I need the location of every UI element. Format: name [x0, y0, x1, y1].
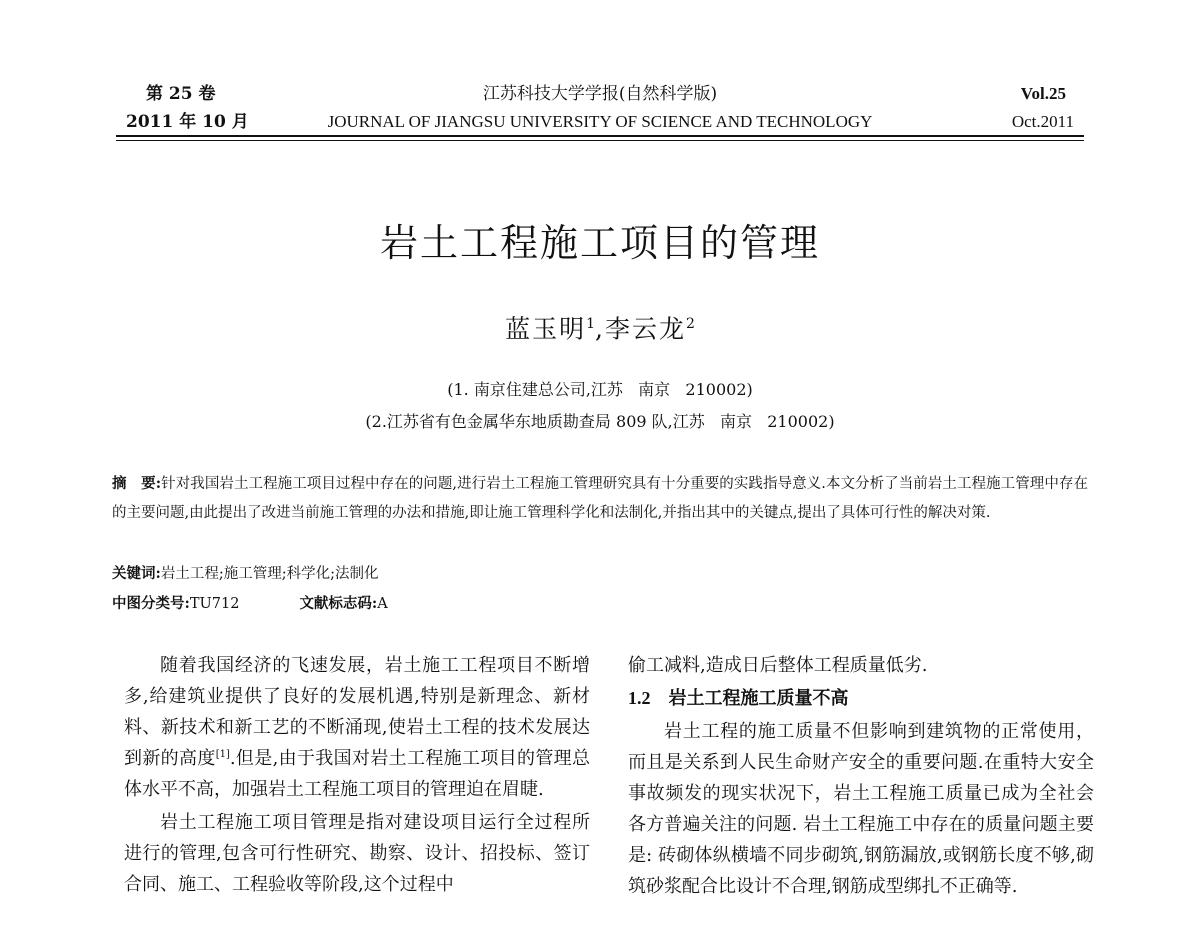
- body-paragraph: [124, 650, 590, 805]
- body-paragraph: 岩土工程施工项目管理是指对建设项目运行全过程所进行的管理,包含可行性研究、勘察、设计、招投标、签订合同、施工、工程验收等阶段,这个过程中: [124, 812, 590, 895]
- keywords-text: 岩土工程;施工管理;科学化;法制化: [160, 566, 379, 582]
- abstract-label: 摘 要:: [112, 475, 162, 492]
- affiliation-1: (1. 南京住建总公司,江苏 南京 210002): [447, 380, 753, 399]
- volume-cn: 第 25 卷: [146, 84, 216, 104]
- date-en: Oct.2011: [1011, 112, 1074, 131]
- author-line: [0, 307, 1200, 346]
- date-cn: 2011 年 10 月: [126, 112, 249, 132]
- author-separator: ,: [595, 314, 605, 344]
- body-paragraph: 偷工减料,造成日后整体工程质量低劣.: [628, 655, 928, 676]
- doc-code-value: A: [377, 596, 388, 612]
- clc-value: TU712: [189, 596, 240, 612]
- author-2-affil-mark: 2: [685, 316, 695, 332]
- volume-en: Vol.25: [1020, 84, 1066, 103]
- header-rule-thick: [116, 135, 1084, 137]
- abstract: [112, 469, 1088, 528]
- section-heading: [628, 683, 1094, 714]
- author-2: 李云龙: [604, 314, 686, 344]
- affiliation-2: (2.江苏省有色金属华东地质勘查局 809 队,江苏 南京 210002): [365, 412, 835, 431]
- body-paragraph: 岩土工程的施工质量不但影响到建筑物的正常使用，而且是关系到人民生命财产安全的重要问题.在重特大安全事故频发的现实状况下，岩土工程施工质量已成为全社会各方普遍关注的问题. 岩土工程施工中存在的质量问题主要是: 砖砌体纵横墙不同步砌筑,钢筋漏放,或钢筋长度不够,砌筑砂浆配合比设计不合理,钢筋成型绑扎不正确等.: [628, 721, 1094, 897]
- body-column-left: [124, 650, 590, 902]
- doc-code-label: 文献标志码:: [299, 595, 378, 612]
- section-title: 岩土工程施工质量不高: [668, 688, 849, 709]
- clc-label: 中图分类号:: [112, 595, 190, 612]
- keywords: [112, 562, 1088, 586]
- header-rule-thin: [116, 140, 1084, 141]
- article-title: 岩土工程施工项目的管理: [379, 221, 820, 265]
- body-column-right: [628, 650, 1094, 904]
- author-1-affil-mark: 1: [586, 316, 596, 332]
- keywords-label: 关键词:: [112, 565, 161, 582]
- section-number: 1.2: [628, 688, 651, 708]
- citation-ref: [1]: [215, 749, 230, 760]
- author-1: 蓝玉明: [505, 314, 587, 344]
- abstract-text: 针对我国岩土工程施工项目过程中存在的问题,进行岩土工程施工管理研究具有十分重要的实践指导意义.本文分析了当前岩土工程施工管理中存在的主要问题,由此提出了改进当前施工管理的办法和措施,即让施工管理科学化和法制化,并指出其中的关键点,提出了具体可行性的解决对策.: [112, 476, 1089, 521]
- paragraph-text: 随着我国经济的飞速发展，岩土施工工程项目不断增多,给建筑业提供了良好的发展机遇,特别是新理念、新材料、新技术和新工艺的不断涌现,使岩土工程的技术发展达到新的高度: [124, 655, 590, 769]
- classification-line: [112, 592, 388, 616]
- paragraph-text: .但是,由于我国对岩土工程施工项目的管理总体水平不高，加强岩土工程施工项目的管理迫在眉睫.: [124, 748, 591, 800]
- journal-title-en: JOURNAL OF JIANGSU UNIVERSITY OF SCIENCE AND TECHNOLOGY: [327, 112, 873, 131]
- journal-title-cn: 江苏科技大学学报(自然科学版): [482, 84, 718, 104]
